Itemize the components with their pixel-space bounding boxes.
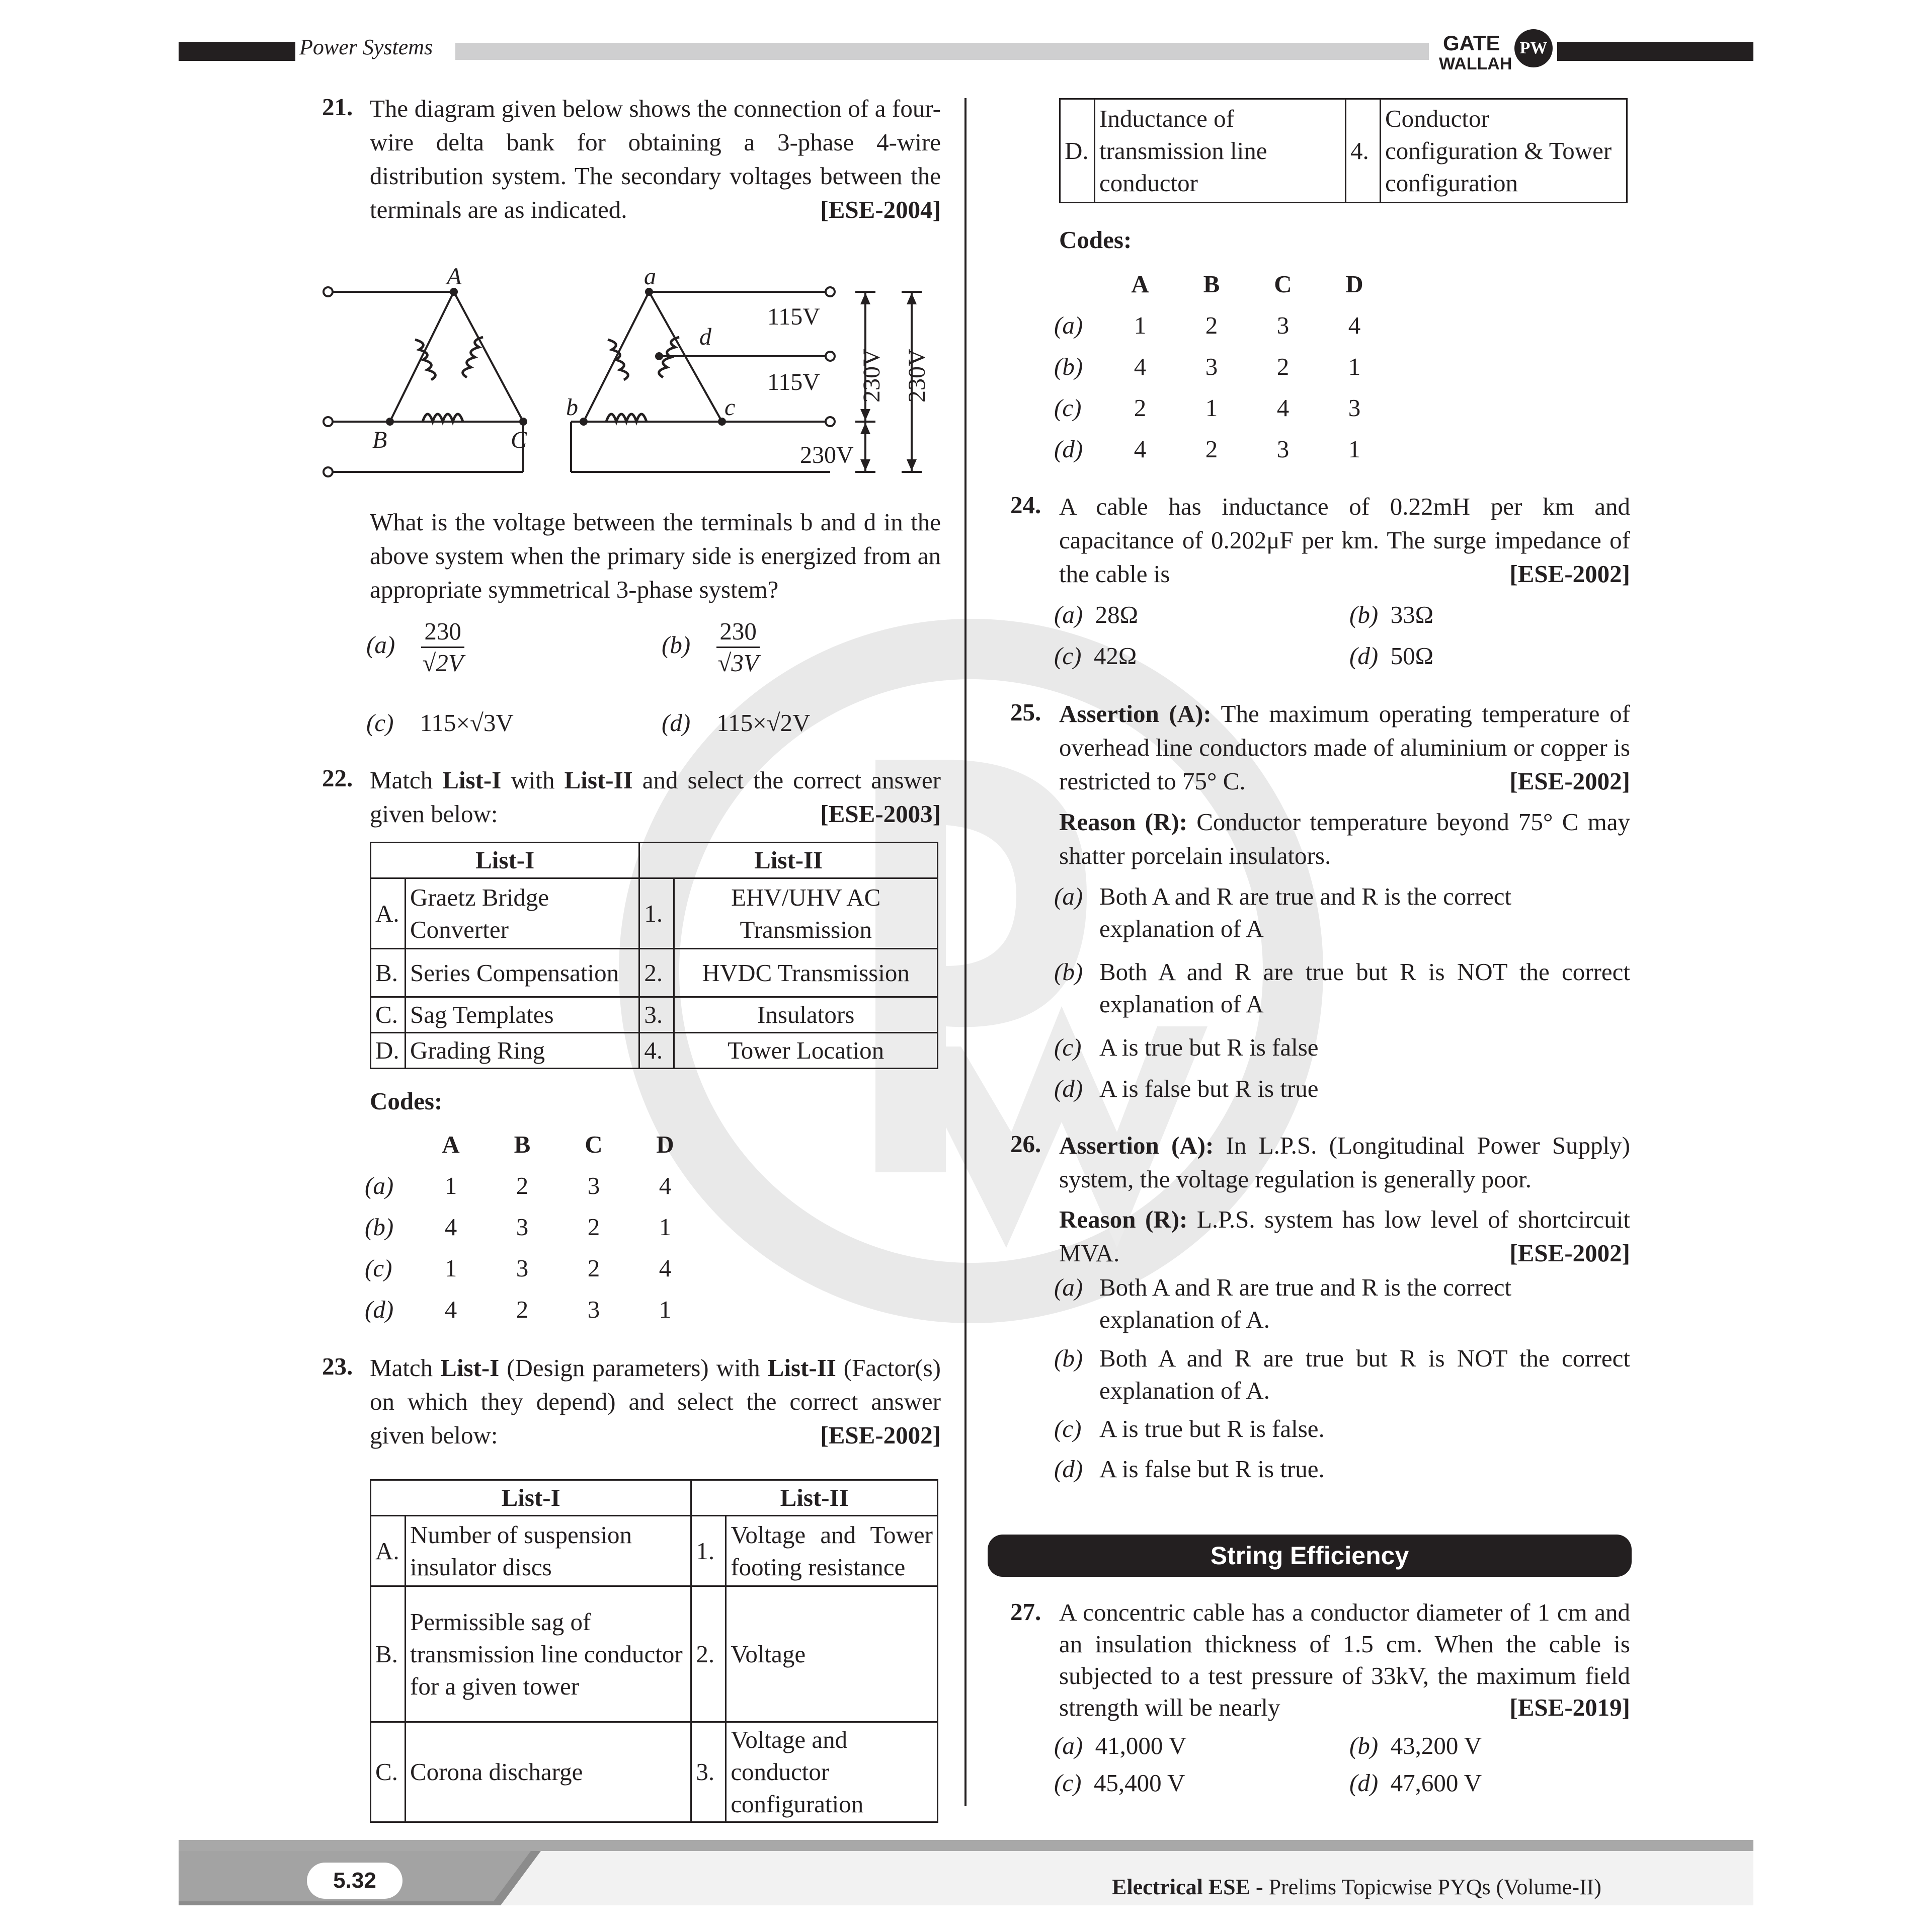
q23-row-num: 1. [691,1516,726,1586]
option-text: 41,000 V [1095,1732,1187,1759]
q25-number: 25. [1010,698,1041,726]
q25-option-b[interactable] [1054,956,1630,1020]
code-cell: 2 [516,1171,529,1199]
code-label: (a) [365,1171,394,1199]
option-text: Both A and R are true but R is NOT the correct explanation of A [1099,958,1630,1018]
q22-row-item: Grading Ring [406,1033,639,1069]
code-cell: 3 [1205,352,1218,380]
code-cell: 4 [444,1295,457,1323]
q26-option-b[interactable] [1054,1342,1630,1407]
q21-text [370,92,941,226]
section-heading [988,1535,1632,1577]
q22-match-table [370,842,938,1069]
option-label: (b) [1054,958,1083,986]
q21-option-a[interactable] [366,616,464,678]
codes-head: D [1345,270,1363,298]
q23-text-post: (Factor(s) on which they depend) and select the correct answer given below: [370,1354,941,1449]
q22-codes-label: Codes: [370,1087,443,1115]
q22-code-option[interactable] [365,1165,701,1206]
q23-row-match: Voltage [726,1586,938,1722]
code-cell: 2 [516,1295,529,1323]
q26-tag: [ESE-2002] [1509,1239,1630,1267]
q22-codes-table [365,1123,701,1330]
option-label: (d) [1349,1769,1379,1797]
code-cell: 1 [444,1254,457,1282]
q23-text-mid: (Design parameters) with [499,1354,768,1382]
code-cell: 3 [1276,311,1290,339]
code-cell: 2 [1134,393,1147,422]
label-115v-bottom: 115V [767,369,820,395]
q21-option-b-den: √3V [717,649,759,677]
code-cell: 1 [1205,393,1218,422]
q23-code-option[interactable] [1054,304,1390,346]
code-cell: 4 [1348,311,1361,339]
option-text: 50Ω [1390,642,1434,670]
footer-top-line [179,1840,1753,1851]
q23-row-key: B. [371,1586,406,1722]
q23-number: 23. [322,1352,353,1380]
q23-row-match: Voltage and conductor configuration [726,1722,938,1822]
q24-text [1059,490,1630,591]
code-label: (a) [1054,311,1083,339]
header-bar-right [1557,42,1753,61]
code-cell: 4 [659,1254,672,1282]
q25-assertion [1059,697,1630,798]
code-label: (d) [365,1295,394,1323]
q23-row-item: Inductance of transmission line conductor [1095,99,1346,203]
label-230v-mid: 230V [858,349,885,403]
code-cell: 3 [587,1295,600,1323]
q22-row-key: C. [371,997,406,1033]
q25-reason-label: Reason (R): [1059,808,1188,836]
q22-row-item: Graetz Bridge Converter [406,878,639,949]
option-label: (a) [1054,601,1083,628]
q22-row-num: 4. [639,1033,674,1069]
footer-book-title [1112,1874,1601,1900]
code-cell: 1 [659,1295,672,1323]
q27-stem: A concentric cable has a conductor diameter of 1 cm and an insulation thickness of 1.5 cm. When the cable is subjected to a test pressure of 33kV, the maximum field strength will be nearly [1059,1598,1630,1721]
code-cell: 1 [1134,311,1147,339]
q22-header-list1: List-I [371,843,639,878]
q21-option-a-den: √2V [422,649,463,677]
option-text: Both A and R are true but R is NOT the correct explanation of A. [1099,1344,1630,1404]
q26-assertion-text: In L.P.S. (Longitudinal Power Supply) system, the voltage regulation is generally poor. [1059,1132,1630,1193]
q24-number: 24. [1010,491,1041,519]
q24-option-d[interactable] [1349,640,1433,672]
q22-row-match: Tower Location [674,1033,938,1069]
label-230v-bottom: 230V [800,442,854,468]
code-cell: 1 [1348,435,1361,463]
q24-tag: [ESE-2002] [1509,560,1630,588]
q25-assertion-label: Assertion (A): [1059,700,1212,728]
option-label: (d) [1349,642,1379,670]
q25-option-d[interactable] [1054,1073,1630,1105]
label-230v-right: 230V [904,349,930,403]
q22-row-match: HVDC Transmission [674,949,938,997]
column-divider [964,98,967,1806]
q22-text-pre: Match [370,766,443,794]
option-label: (c) [1054,1033,1082,1061]
codes-head: B [1203,270,1220,298]
q23-row-num: 4. [1346,99,1381,203]
option-text: 28Ω [1095,601,1139,628]
header-bar-grey [455,43,1429,60]
q23-tag: [ESE-2002] [820,1421,941,1449]
q22-row-key: A. [371,878,406,949]
q23-match-table-part2 [1059,98,1628,203]
label-b: b [566,394,578,421]
code-cell: 3 [516,1254,529,1282]
option-label: (b) [1054,1344,1083,1372]
q23-text-pre: Match [370,1354,441,1382]
code-cell: 4 [444,1213,457,1241]
q24-option-c[interactable] [1054,640,1137,672]
q21-option-c[interactable] [366,707,514,739]
q23-row-item: Number of suspension insulator discs [406,1516,691,1586]
q23-match-table-part1 [370,1479,938,1823]
code-label: (c) [365,1254,392,1282]
code-cell: 4 [1276,393,1290,422]
option-label: (a) [1054,1732,1083,1759]
q22-row-key: D. [371,1033,406,1069]
q27-option-b[interactable] [1349,1730,1482,1762]
code-cell: 2 [1205,311,1218,339]
option-text: 47,600 V [1390,1769,1482,1797]
q23-codes-label: Codes: [1059,226,1132,254]
q25-reason [1059,805,1630,872]
option-label: (a) [1054,882,1083,910]
q22-text-post: and select the correct answer given below: [370,766,941,828]
q26-assertion [1059,1129,1630,1196]
q23-row-item: Corona discharge [406,1722,691,1822]
header-subject: Power Systems [299,35,433,59]
q26-reason-label: Reason (R): [1059,1205,1188,1233]
q21-option-b-num: 230 [716,616,760,648]
page-number-pill [307,1863,403,1899]
q23-header-list2: List-II [691,1480,938,1516]
q21-option-d-label: (d) [662,709,691,737]
q22-code-option[interactable] [365,1206,701,1247]
option-text: Both A and R are true and R is the correct explanation of A. [1099,1273,1512,1333]
q23-list2: List-II [767,1354,836,1382]
codes-head: A [1131,270,1149,298]
q26-assertion-label: Assertion (A): [1059,1132,1214,1159]
q22-row-match: EHV/UHV AC Transmission [674,878,938,949]
code-label: (b) [1054,352,1083,380]
q23-text [370,1351,941,1452]
code-cell: 3 [587,1171,600,1199]
option-text: 33Ω [1390,601,1434,628]
q23-header-list1: List-I [371,1480,691,1516]
option-text: 42Ω [1093,642,1137,670]
delta-bank-diagram [317,262,946,483]
label-a: a [644,263,656,290]
page-number: 5.32 [333,1868,376,1893]
option-text: 43,200 V [1390,1732,1482,1759]
header-bar-left [179,42,295,61]
code-cell: 1 [444,1171,457,1199]
option-label: (d) [1054,1455,1083,1483]
q23-row-num: 2. [691,1586,726,1722]
code-cell: 2 [587,1254,600,1282]
codes-head: C [585,1130,603,1158]
q22-text [370,763,941,831]
q23-code-option[interactable] [1054,346,1390,387]
q22-row-match: Insulators [674,997,938,1033]
footer-book-rest: Prelims Topicwise PYQs (Volume-II) [1263,1875,1601,1899]
option-text: A is true but R is false. [1099,1415,1325,1442]
q25-option-a[interactable] [1054,880,1630,945]
q26-option-d[interactable] [1054,1453,1630,1485]
q25-option-c[interactable] [1054,1031,1630,1064]
q23-row-key: C. [371,1722,406,1822]
q22-code-option[interactable] [365,1247,701,1289]
q24-option-a[interactable] [1054,599,1138,631]
code-label: (b) [365,1213,394,1241]
code-cell: 4 [1134,435,1147,463]
q23-row-key: A. [371,1516,406,1586]
q21-option-c-text: 115×√3V [420,709,514,737]
q22-row-num: 1. [639,878,674,949]
option-text: 45,400 V [1093,1769,1185,1797]
q26-reason [1059,1202,1630,1270]
codes-head: A [442,1130,460,1158]
option-text: Both A and R are true and R is the correct explanation of A [1099,882,1512,942]
footer-book-bold: Electrical ESE - [1112,1875,1263,1899]
code-cell: 1 [1348,352,1361,380]
q24-stem: A cable has inductance of 0.22mH per km and capacitance of 0.202μF per km. The surge impedance of the cable is [1059,493,1630,588]
label-d: d [699,324,711,350]
q21-option-a-label: (a) [366,630,395,659]
q21-option-a-num: 230 [421,616,464,648]
q26-reason-text: L.P.S. system has low level of shortcircuit MVA. [1059,1205,1630,1267]
code-cell: 3 [1348,393,1361,422]
q27-option-a[interactable] [1054,1730,1186,1762]
label-B: B [372,427,387,453]
q23-list1: List-I [440,1354,500,1382]
q22-code-option[interactable] [365,1289,701,1330]
q22-row-item: Series Compensation [406,949,639,997]
option-text: A is true but R is false [1099,1033,1319,1061]
q23-codes-table [1054,263,1390,469]
q21-question: What is the voltage between the terminals b and d in the above system when the primary side is energized from an appropriate symmetrical 3-phase system? [370,508,941,603]
q21-option-b-label: (b) [662,630,691,659]
q26-option-a[interactable] [1054,1271,1630,1336]
code-cell: 4 [659,1171,672,1199]
q27-option-c[interactable] [1054,1767,1185,1799]
q21-option-b[interactable] [662,616,760,678]
codes-head: D [656,1130,674,1158]
code-label: (c) [1054,393,1082,422]
q22-header-list2: List-II [639,843,938,878]
brand-logo-icon [1514,29,1553,67]
q23-code-option[interactable] [1054,387,1390,428]
code-cell: 3 [516,1213,529,1241]
codes-head: C [1274,270,1292,298]
q25-tag: [ESE-2002] [1509,767,1630,795]
q22-tag: [ESE-2003] [820,800,941,828]
q23-row-match: Voltage and Tower footing resistance [726,1516,938,1586]
q23-row-num: 3. [691,1722,726,1822]
q23-row-key: D. [1060,99,1095,203]
q22-text-mid: with [501,766,565,794]
q27-number: 27. [1010,1598,1041,1626]
code-cell: 3 [1276,435,1290,463]
code-cell: 4 [1134,352,1147,380]
code-cell: 2 [1276,352,1290,380]
code-cell: 1 [659,1213,672,1241]
brand-wallah: WALLAH [1439,54,1512,73]
q21-number: 21. [322,93,353,121]
q22-list2: List-II [564,766,633,794]
q22-row-key: B. [371,949,406,997]
q25-reason-text: Conductor temperature beyond 75° C may shatter porcelain insulators. [1059,808,1630,869]
label-115v-top: 115V [767,303,820,330]
q27-tag: [ESE-2019] [1509,1694,1630,1721]
option-label: (a) [1054,1273,1083,1301]
option-label: (b) [1349,601,1379,628]
q21-tag: [ESE-2004] [820,196,941,223]
code-cell: 2 [587,1213,600,1241]
q22-number: 22. [322,764,353,792]
q21-stem: The diagram given below shows the connection of a four-wire delta bank for obtaining a 3-phase 4-wire distribution system. The secondary voltages between the terminals are as indicated. [370,95,941,223]
brand-logo-text: PW [1519,39,1548,57]
option-label: (b) [1349,1732,1379,1759]
option-text: A is false but R is true [1099,1075,1319,1102]
q22-list1: List-I [442,766,502,794]
label-C: C [511,427,527,453]
q27-option-d[interactable] [1349,1767,1482,1799]
q22-row-num: 3. [639,997,674,1033]
q26-option-c[interactable] [1054,1413,1630,1445]
q25-assertion-text: The maximum operating temperature of overhead line conductors made of aluminium or copper is restricted to 75° C. [1059,700,1630,795]
codes-head: B [514,1130,531,1158]
option-label: (c) [1054,642,1082,670]
option-text: A is false but R is true. [1099,1455,1325,1483]
q22-row-item: Sag Templates [406,997,639,1033]
brand-gate: GATE [1443,31,1500,55]
q21-option-c-label: (c) [366,709,394,737]
label-A: A [447,263,462,290]
option-label: (d) [1054,1075,1083,1102]
option-label: (c) [1054,1415,1082,1442]
q22-row-num: 2. [639,949,674,997]
q24-option-b[interactable] [1349,599,1433,631]
section-title: String Efficiency [1210,1542,1409,1570]
q27-text [1059,1596,1630,1723]
code-label: (d) [1054,435,1083,463]
q23-code-option[interactable] [1054,428,1390,469]
option-label: (c) [1054,1769,1082,1797]
q21-option-d-text: 115×√2V [716,709,811,737]
q23-row-match: Conductor configuration & Tower configuration [1381,99,1627,203]
code-cell: 2 [1205,435,1218,463]
label-c: c [725,394,736,421]
q21-option-d[interactable] [662,707,811,739]
q23-row-item: Permissible sag of transmission line conductor for a given tower [406,1586,691,1722]
q26-number: 26. [1010,1130,1041,1158]
